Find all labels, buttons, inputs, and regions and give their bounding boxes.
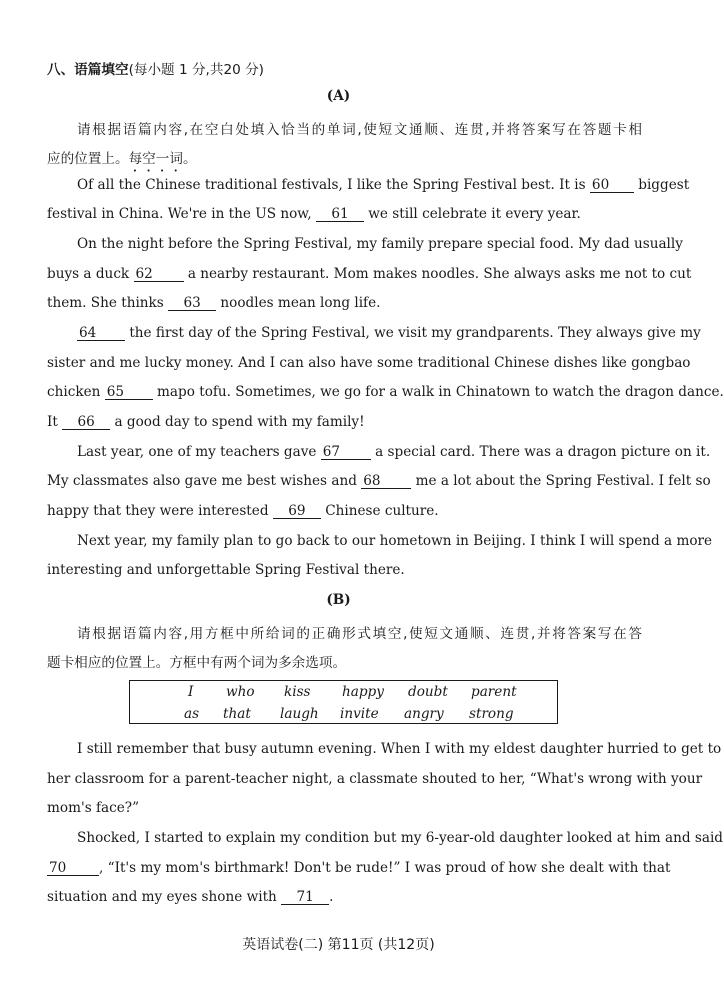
word-bank-row-1 [130,684,557,704]
passage-b-p2-line2 [47,860,671,876]
blank-66[interactable]: 66 [62,415,110,430]
passage-a-p5-line2: interesting and unforgettable Spring Festival there. [47,562,405,578]
blank-68[interactable]: 68 [361,474,411,489]
word-bank-word: kiss [284,684,311,700]
word-bank-word: happy [342,684,384,700]
text-span: we still celebrate it every year. [368,206,581,222]
blank-65[interactable]: 65 [105,385,153,400]
passage-b-p1-line3: mom's face?” [47,800,140,816]
text-span: biggest [638,177,690,193]
passage-b-p2-line1: Shocked, I started to explain my condition but my 6-year-old daughter looked at him and said [77,830,724,846]
text-span: a good day to spend with my family! [114,414,365,430]
passage-a-p2-line2 [47,266,692,282]
text-span: buys a duck [47,266,130,282]
passage-b-p1-line2: her classroom for a parent-teacher night, a classmate shouted to her, “What's wrong with your [47,771,703,787]
part-b-instruction-line1: 请根据语篇内容,用方框中所给词的正确形式填空,使短文通顺、连贯,并将答案写在答 [77,626,642,642]
word-bank-word: as [184,706,200,722]
section-score-note: (每小题 1 分,共20 分) [128,62,264,78]
text-span: noodles mean long life. [220,295,381,311]
text-span: me a lot about the Spring Festival. I felt so [415,473,711,489]
text-span: festival in China. We're in the US now, [47,206,312,222]
part-b-instruction-line2: 题卡相应的位置上。方框中有两个词为多余选项。 [47,655,347,671]
text-span: the first day of the Spring Festival, we visit my grandparents. They always give my [129,325,701,341]
blank-62[interactable]: 62 [134,267,184,282]
passage-a-p5-line1: Next year, my family plan to go back to our hometown in Beijing. I think I will spend a more [77,533,713,549]
word-bank-box [129,680,558,724]
word-bank-word: I [188,684,194,700]
word-bank-word: that [223,706,251,722]
word-bank-word: laugh [280,706,319,722]
part-a-instruction-pre: 应的位置上。 [47,151,129,167]
word-bank-word: who [226,684,255,700]
part-a-instruction-end: 。 [182,151,197,167]
passage-b-p1-line1: I still remember that busy autumn evening. When I with my eldest daughter hurried to get to [77,741,722,757]
text-span: My classmates also gave me best wishes and [47,473,357,489]
text-span: a nearby restaurant. Mom makes noodles. She always asks me not to cut [187,266,692,282]
text-span: chicken [47,384,101,400]
text-span: situation and my eyes shone with [47,889,277,905]
part-a-instruction-emphasis: 每空一词 [128,151,183,167]
blank-64[interactable]: 64 [77,326,125,341]
text-span: Of all the Chinese traditional festivals, I like the Spring Festival best. It is [77,177,586,193]
text-span: Chinese culture. [325,503,439,519]
passage-a-p2-line3 [47,295,380,311]
passage-a-p1-line2 [47,206,581,222]
word-bank-word: strong [469,706,514,722]
text-span: It [47,414,58,430]
text-span: Last year, one of my teachers gave [77,444,317,460]
word-bank-word: angry [404,706,444,722]
passage-a-p2-line1: On the night before the Spring Festival, my family prepare special food. My dad usually [77,236,683,252]
text-span: a special card. There was a dragon picture on it. [375,444,711,460]
section-title: 八、语篇填空 [47,62,129,78]
text-span: them. She thinks [47,295,164,311]
word-bank-word: parent [471,684,517,700]
passage-a-p1-line1 [77,177,690,193]
text-span: , “It's my mom's birthmark! Don't be rude!” I was proud of how she dealt with that [99,860,671,876]
word-bank-word: doubt [408,684,448,700]
part-b-label: (B) [326,592,351,608]
passage-a-p4-line1 [77,444,711,460]
passage-a-p3-line3 [47,384,724,400]
part-a-instruction-line2 [47,147,197,175]
text-span: happy that they were interested [47,503,269,519]
blank-63[interactable]: 63 [168,296,216,311]
word-bank-row-2 [130,706,557,726]
part-a-instruction-line1: 请根据语篇内容,在空白处填入恰当的单词,使短文通顺、连贯,并将答案写在答题卡相 [77,122,642,138]
page-footer: 英语试卷(二) 第11页 (共12页) [242,937,435,953]
blank-71[interactable]: 71 [281,890,329,905]
text-span: mapo tofu. Sometimes, we go for a walk in Chinatown to watch the dragon dance. [157,384,724,400]
passage-a-p3-line2: sister and me lucky money. And I can also have some traditional Chinese dishes like gongbao [47,355,691,371]
passage-a-p4-line3 [47,503,439,519]
blank-69[interactable]: 69 [273,504,321,519]
passage-a-p3-line4 [47,414,365,430]
passage-b-p2-line3 [47,889,333,905]
blank-60[interactable]: 60 [590,178,634,193]
word-bank-word: invite [340,706,379,722]
blank-70[interactable]: 70 [47,861,99,876]
text-span: . [329,889,334,905]
blank-61[interactable]: 61 [316,207,364,222]
passage-a-p4-line2 [47,473,711,489]
section-header [47,58,264,78]
part-a-label: (A) [326,88,351,104]
passage-a-p3-line1 [77,325,701,341]
blank-67[interactable]: 67 [321,445,371,460]
